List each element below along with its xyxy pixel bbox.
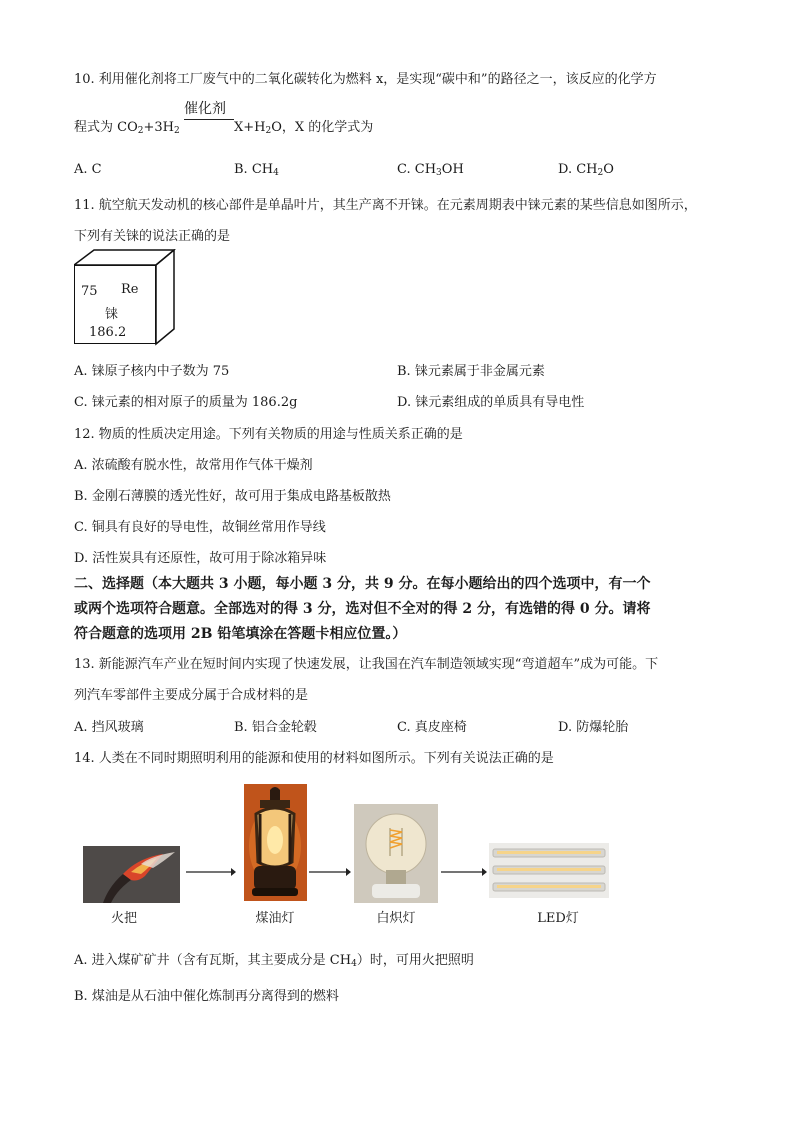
q10-option-d: D. $CH_2O$ [558, 162, 614, 178]
kerosene-lamp-image [244, 784, 307, 901]
arrow-1-icon [186, 866, 236, 878]
led-light-icon [489, 843, 609, 898]
q12-option-d: D. 活性炭具有还原性，故可用于除冰箱异味 [74, 551, 327, 566]
q13-option-c: C. 真皮座椅 [397, 720, 467, 735]
incandescent-bulb-image [354, 804, 438, 903]
q10-eq-h2: $+3H_2$ [143, 120, 180, 136]
q11-option-d: D. 铼元素组成的单质具有导电性 [397, 395, 585, 410]
q10-eq-co2: $CO_2$ [117, 120, 144, 136]
q11-option-b: B. 铼元素属于非金属元素 [397, 364, 545, 379]
q13-stem-line2: 列汽车零部件主要成分属于合成材料的是 [74, 688, 309, 703]
section2-heading-line2: 或两个选项符合题意。全部选对的得 3 分，选对但不全对的得 2 分，有选错的得 0 分。请将 [74, 601, 651, 617]
caption-kerosene-lamp: 煤油灯 [255, 911, 295, 926]
q10-option-b: B. $CH_4$ [234, 162, 279, 178]
q10-eq-right: $X+H_2O$，X 的化学式为 [234, 120, 374, 136]
q13-stem-line1: 13. 新能源汽车产业在短时间内实现了快速发展，让我国在汽车制造领域实现“弯道超车”成为可能。下 [74, 657, 659, 672]
caption-torch: 火把 [110, 911, 137, 926]
q11-stem-line2: 下列有关铼的说法正确的是 [74, 229, 231, 244]
led-light-image [489, 843, 609, 898]
q12-option-c: C. 铜具有良好的导电性，故铜丝常用作导线 [74, 520, 326, 535]
q12-stem: 12. 物质的性质决定用途。下列有关物质的用途与性质关系正确的是 [74, 427, 463, 442]
q13-option-d: D. 防爆轮胎 [558, 720, 629, 735]
arrow-2-icon [309, 866, 351, 878]
q11-option-a: A. 铼原子核内中子数为 75 [74, 364, 230, 379]
torch-icon [83, 846, 180, 903]
q10-option-c: C. $CH_3OH$ [397, 162, 464, 178]
incandescent-bulb-icon [354, 804, 438, 903]
q10-stem-line1: 10. 利用催化剂将工厂废气中的二氧化碳转化为燃料 x，是实现“碳中和”的路径之一，该反应的化学方 [74, 72, 657, 87]
q11-stem-line1: 11. 航空航天发动机的核心部件是单晶叶片，其生产离不开铼。在元素周期表中铼元素的某些信息如图所示， [74, 198, 697, 213]
q12-option-b: B. 金刚石薄膜的透光性好，故可用于集成电路基板散热 [74, 489, 391, 504]
q11-option-c: C. 铼元素的相对原子的质量为 186.2g [74, 395, 298, 410]
q10-catalyst-label: 催化剂 [184, 101, 226, 117]
element-mass: 186.2 [89, 325, 127, 340]
element-number: 75 [81, 284, 98, 299]
element-name: 铼 [105, 307, 119, 322]
q10-equation [74, 116, 180, 136]
q10-catalyst-arrow [184, 98, 234, 128]
q10-option-a: A. C [74, 162, 102, 177]
q14-option-a: A. 进入煤矿矿井（含有瓦斯，其主要成分是 $CH_4$）时，可用火把照明 [74, 953, 474, 969]
q13-option-a: A. 挡风玻璃 [74, 720, 144, 735]
q10-eq-suffix: ，X 的化学式为 [281, 120, 374, 135]
arrow-3-icon [441, 866, 487, 878]
caption-led: LED灯 [537, 911, 579, 926]
q13-option-b: B. 铝合金轮毂 [234, 720, 317, 735]
kerosene-lamp-icon [244, 784, 307, 901]
q12-option-a: A. 浓硫酸有脱水性，故常用作气体干燥剂 [74, 458, 313, 473]
torch-image [83, 846, 180, 903]
element-cube-diagram [74, 249, 176, 346]
section2-heading-line1: 二、选择题（本大题共 3 小题，每小题 3 分，共 9 分。在每小题给出的四个选项中，有一个 [74, 576, 651, 592]
q14-stem: 14. 人类在不同时期照明利用的能源和使用的材料如图所示。下列有关说法正确的是 [74, 751, 554, 766]
q10-eq-prefix: 程式为 [74, 120, 114, 135]
element-symbol: Re [121, 282, 139, 297]
section2-heading-line3: 符合题意的选项用 2B 铅笔填涂在答题卡相应位置。） [74, 626, 407, 642]
caption-incandescent: 白炽灯 [376, 911, 416, 926]
element-card [74, 265, 156, 344]
q14-option-b: B. 煤油是从石油中催化炼制再分离得到的燃料 [74, 989, 339, 1004]
